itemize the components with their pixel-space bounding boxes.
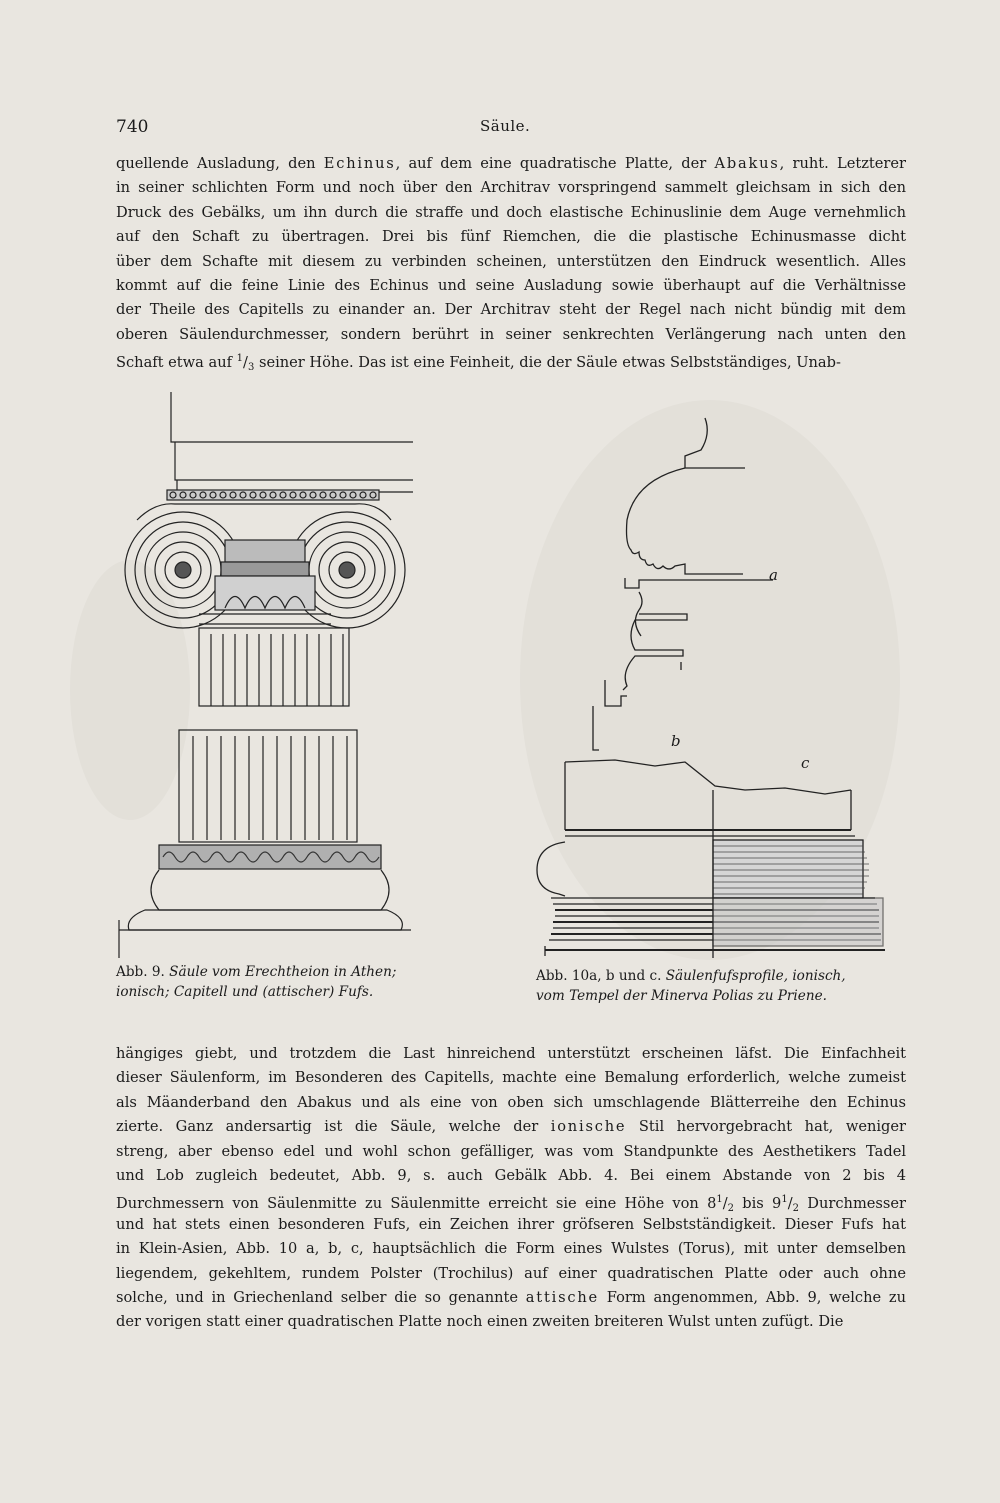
- fraction-numerator: 1: [716, 1194, 723, 1206]
- figure-9-label: Abb. 9.: [116, 964, 165, 980]
- label-b: b: [671, 732, 681, 750]
- page-number: 740: [116, 117, 149, 137]
- label-a: a: [769, 566, 778, 584]
- text-line: in Klein-Asien, Abb. 10 a, b, c, hauptsächlich die Form eines Wulstes (Torus), mit unter demselben: [116, 1240, 906, 1258]
- text-line: Durchmessern von Säulenmitte zu Säulenmitte erreicht sie eine Höhe von $8^1/_2$ bis $9^1/_2$ Durchmesser: [116, 1194, 907, 1215]
- profile-b-step: [605, 680, 627, 706]
- text-line: in seiner schlichten Form und noch über den Architrav vorspringend sammelt gleichsam in sich den: [116, 179, 906, 197]
- figure-9-title: Säule vom Erechtheion in Athen;: [169, 964, 397, 980]
- figure-9-title-cont: ionisch; Capitell und (attischer) Fufs.: [116, 984, 374, 1000]
- running-title: Säule.: [480, 117, 531, 135]
- paragraph-top: [116, 152, 906, 372]
- figure-10-title-cont: vom Tempel der Minerva Polias zu Priene.: [536, 988, 827, 1004]
- base-profile-illustration: [535, 410, 895, 958]
- braided-torus: [159, 845, 381, 869]
- scotia: [151, 870, 389, 910]
- torus-profile: [537, 842, 565, 896]
- text-line: über dem Schafte mit diesem zu verbinden scheinen, unterstützen den Eindruck wesentlich. Alles: [116, 252, 906, 270]
- text-line: hängiges giebt, und trotzdem die Last hinreichend unterstützt erscheinen läfst. Die Einfachheit: [116, 1045, 906, 1062]
- fraction-numerator: 1: [781, 1194, 788, 1206]
- label-c: c: [801, 754, 810, 772]
- fraction: $^1/_2$: [716, 1194, 735, 1215]
- profile-a-scotia: [627, 468, 744, 574]
- architrave-line: [175, 442, 413, 480]
- spaced-term: attische: [525, 1288, 599, 1306]
- text-line: Druck des Gebälks, um ihn durch die straffe und doch elastische Echinuslinie dem Auge vernehmlich: [116, 203, 906, 221]
- architrave-line: [171, 392, 413, 442]
- spaced-term: ionische: [550, 1118, 627, 1136]
- text-line: quellende Ausladung, den Echinus, auf dem eine quadratische Platte, der Abakus, ruht. Letzterer: [116, 155, 907, 172]
- lower-shaft: [179, 730, 357, 842]
- lower-torus: [128, 910, 402, 930]
- fraction-denominator: 2: [727, 1203, 735, 1215]
- figure-9-caption: [116, 962, 496, 1002]
- paragraph-bottom: [116, 1042, 906, 1335]
- text-line: und Lob zugleich bedeutet, Abb. 9, s. auch Gebälk Abb. 4. Bei einem Abstande von 2 bis 4: [116, 1166, 906, 1184]
- text-line: kommt auf die feine Linie des Echinus und seine Ausladung sowie überhaupt auf die Verhältnisse: [116, 276, 906, 294]
- lower-shaft-flutes: [193, 736, 347, 840]
- figure-9-column-drawing: [115, 390, 415, 960]
- fraction-numerator: 1: [236, 353, 244, 365]
- ionic-column-illustration: [115, 390, 415, 960]
- text-line: der Theile des Capitells zu einander an. Der Architrav steht der Regel nach nicht bündig mit dem: [116, 301, 906, 319]
- text-line: auf den Schaft zu übertragen. Drei bis fünf Riemchen, die die plastische Echinusmasse dicht: [116, 228, 906, 246]
- figure-10-label: Abb. 10a, b und c.: [536, 968, 662, 984]
- profile-a-plinth: [625, 578, 773, 588]
- anthemion-band: [215, 576, 315, 610]
- upper-shaft-flutes: [211, 634, 343, 706]
- spaced-term: Echinus: [323, 155, 396, 172]
- text-line: dieser Säulenform, im Besonderen des Capitells, machte eine Bemalung erforderlich, welche zumeist: [116, 1069, 906, 1087]
- fraction: $^1/_2$: [781, 1194, 800, 1215]
- egg-and-dart-band: [225, 540, 305, 562]
- profile-a-lower: [623, 614, 687, 690]
- figure-10-title: Säulenfufsprofile, ionisch,: [665, 968, 846, 984]
- text-line: als Mäanderband den Abakus und als eine von oben sich umschlagende Blätterreihe den Echinus: [116, 1093, 906, 1111]
- figure-10-caption: [536, 966, 906, 1006]
- fraction: $^1/_3$: [236, 353, 255, 374]
- lower-hatched: [713, 898, 883, 946]
- spaced-term: Abakus: [714, 155, 780, 172]
- upper-shaft: [199, 628, 349, 706]
- profile-a-top: [685, 418, 745, 468]
- fraction-denominator: 2: [792, 1203, 800, 1215]
- text-line: zierte. Ganz andersartig ist die Säule, welche der ionische Stil hervorgebracht hat, weniger: [116, 1118, 906, 1136]
- fraction-denominator: 3: [247, 362, 255, 374]
- text-line: solche, und in Griechenland selber die so genannte attische Form angenommen, Abb. 9, welche zu: [116, 1288, 906, 1306]
- bead-band: [221, 562, 309, 576]
- page-header: [116, 117, 906, 145]
- figure-10-base-profiles: [535, 410, 895, 958]
- text-line: streng, aber ebenso edel und wohl schon gefälliger, was vom Standpunkte des Aesthetikers Tadel: [116, 1142, 906, 1160]
- text-line: oberen Säulendurchmesser, sondern berührt in seiner senkrechten Verlängerung nach unten den: [116, 325, 906, 343]
- profile-b-vertical: [593, 706, 599, 750]
- torus-hatched: [713, 840, 863, 898]
- text-line: und hat stets einen besonderen Fufs, ein Zeichen ihrer gröfseren Selbstständigkeit. Dieser Fufs hat: [116, 1215, 906, 1233]
- text-line: der vorigen statt einer quadratischen Platte noch einen zweiten breiteren Wulst unten zufügt. Die: [116, 1313, 844, 1331]
- text-line: liegendem, gekehltem, rundem Polster (Trochilus) auf einer quadratischen Platte oder auch ohne: [116, 1264, 906, 1282]
- text-line: Schaft etwa auf $^1/_3$ seiner Höhe. Das ist eine Feinheit, die der Säule etwas Selbstständiges, Unab-: [116, 353, 841, 374]
